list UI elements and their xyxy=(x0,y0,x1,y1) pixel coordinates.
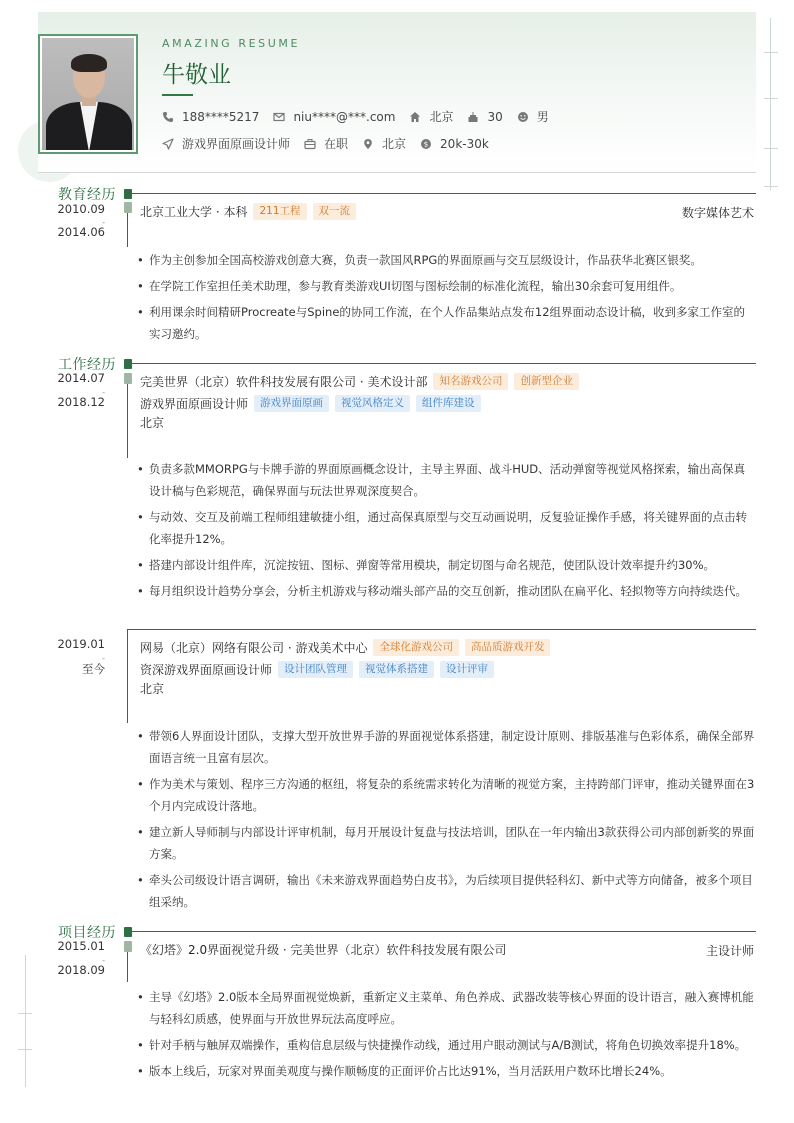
list-item: • 牵头公司级设计语言调研，输出《未来游戏界面趋势白皮书》，为后续项目提供轻科幻、新中式等方向储备，被多个项目组采纳。 xyxy=(137,869,755,913)
list-item: • 利用课余时间精研Procreate与Spine的协同工作流，在个人作品集站点发布12组界面动态设计稿，收到多家工作室的实习邀约。 xyxy=(137,301,755,345)
age-info xyxy=(467,110,502,124)
list-item: • 每月组织设计趋势分享会，分析主机游戏与移动端头部产品的交互创新，推动团队在扁平化、轻拟物等方向持续迭代。 xyxy=(137,580,755,602)
work1-role-line xyxy=(140,395,481,412)
right-decoration-tick xyxy=(764,52,778,53)
list-item: • 与动效、交互及前端工程师组建敏捷小组，通过高保真原型与交互动画说明，反复验证操作手感，将关键界面的点击转化率提升12%。 xyxy=(137,506,755,550)
date-dash: - xyxy=(102,654,105,663)
left-decoration-tick xyxy=(18,1013,32,1014)
role-tag: 视觉体系搭建 xyxy=(359,661,434,678)
section-node xyxy=(124,927,132,937)
company-tag: 高品质游戏开发 xyxy=(465,639,551,656)
role-tag: 设计团队管理 xyxy=(278,661,353,678)
right-decoration-tick xyxy=(764,148,778,149)
hometown-info xyxy=(409,108,453,125)
project-bullets xyxy=(137,986,755,1086)
avatar xyxy=(42,38,134,150)
work1-end-date: 2018.12 xyxy=(57,395,105,409)
education-bullets xyxy=(137,249,755,349)
name-underline xyxy=(162,94,193,96)
work2-end-date: 至今 xyxy=(82,662,105,676)
section-divider xyxy=(131,193,756,194)
role-name: 游戏界面原画设计师 xyxy=(140,397,249,411)
work1-bullets xyxy=(137,458,755,606)
salary-info xyxy=(420,137,489,151)
phone-info xyxy=(162,110,259,124)
timeline-line xyxy=(127,213,128,247)
date-dash: - xyxy=(102,956,105,965)
cake-icon xyxy=(467,111,479,123)
list-item: • 建立新人导师制与内部设计评审机制，每月开展设计复盘与技法培训，团队在一年内输出3款获得公司内部创新奖的界面方案。 xyxy=(137,821,755,865)
role-tag: 组件库建设 xyxy=(416,395,481,412)
target-position-text: 游戏界面原画设计师 xyxy=(182,137,291,151)
svg-text:$: $ xyxy=(423,140,429,149)
status-text: 在职 xyxy=(324,137,349,151)
list-item: • 在学院工作室担任美术助理，参与教育类游戏UI切图与图标绘制的标准化流程，输出30余套可复用组件。 xyxy=(137,275,755,297)
work-section-title: 工作经历 xyxy=(58,357,116,373)
gender-text: 男 xyxy=(536,110,549,124)
status-info xyxy=(304,135,348,152)
list-item: • 搭建内部设计组件库，沉淀按钮、图标、弹窗等常用模块，制定切图与命名规范，使团队设计效率提升约30%。 xyxy=(137,554,755,576)
list-item: • 负责多款MMORPG与卡牌手游的界面原画概念设计，主导主界面、战斗HUD、活动弹窗等视觉风格探索，输出高保真设计稿与色彩规范，确保界面与玩法世界观深度契合。 xyxy=(137,458,755,502)
entry-node xyxy=(124,373,132,384)
company-name: 网易（北京）网络有限公司 · 游戏美术中心 xyxy=(140,641,368,655)
home-icon xyxy=(409,111,421,123)
email-text: niu****@***.com xyxy=(293,109,396,124)
list-item: • 作为美术与策划、程序三方沟通的枢纽，将复杂的系统需求转化为清晰的视觉方案，主持跨部门评审，推动关键界面在3个月内完成设计落地。 xyxy=(137,773,755,817)
target-city-text: 北京 xyxy=(382,137,407,151)
education-section-title: 教育经历 xyxy=(58,187,116,203)
work2-city: 北京 xyxy=(140,682,165,696)
work2-company-line xyxy=(140,639,550,656)
salary-text: 20k-30k xyxy=(440,136,489,151)
school-tag: 双一流 xyxy=(313,203,357,220)
work2-start-date: 2019.01 xyxy=(57,637,105,651)
target-city-info xyxy=(362,135,406,152)
right-decoration-tick xyxy=(764,186,778,187)
briefcase-icon xyxy=(304,138,316,150)
right-decoration-line xyxy=(770,18,771,190)
company-tag: 创新型企业 xyxy=(514,373,579,390)
list-item: • 针对手柄与触屏双端操作，重构信息层级与快捷操作动线，通过用户眼动测试与A/B测试，将角色切换效率提升18%。 xyxy=(137,1034,755,1056)
entry-node xyxy=(124,941,132,952)
header-divider xyxy=(38,172,756,173)
age-text: 30 xyxy=(487,109,503,124)
mail-icon xyxy=(273,111,285,123)
section-node xyxy=(124,359,132,369)
list-item: • 主导《幻塔》2.0版本全局界面视觉焕新，重新定义主菜单、角色养成、武器改装等核心界面的设计语言，融入赛博机能与轻科幻质感，使界面与开放世界玩法高度呼应。 xyxy=(137,986,755,1030)
work1-city: 北京 xyxy=(140,416,165,430)
contact-row xyxy=(162,108,563,125)
project-start-date: 2015.01 xyxy=(57,939,105,953)
list-item: • 作为主创参加全国高校游戏创意大赛，负责一款国风RPG的界面原画与交互层级设计，作品获华北赛区银奖。 xyxy=(137,249,755,271)
date-dash: - xyxy=(102,388,105,397)
company-name: 完美世界（北京）软件科技发展有限公司 · 美术设计部 xyxy=(140,375,428,389)
company-tag: 全球化游戏公司 xyxy=(373,639,459,656)
section-divider xyxy=(131,363,756,364)
edu-start-date: 2010.09 xyxy=(57,202,105,216)
target-position-info xyxy=(162,135,290,152)
timeline-line xyxy=(127,952,128,982)
project-name: 《幻塔》2.0界面视觉升级 · 完美世界（北京）软件科技发展有限公司 xyxy=(140,943,507,957)
job-intent-row xyxy=(162,135,503,152)
money-icon xyxy=(420,138,432,150)
phone-icon xyxy=(162,111,174,123)
project-end-date: 2018.09 xyxy=(57,963,105,977)
work1-start-date: 2014.07 xyxy=(57,371,105,385)
list-item: • 版本上线后，玩家对界面美观度与操作顺畅度的正面评价占比达91%，当月活跃用户数环比增长24%。 xyxy=(137,1060,755,1082)
location-pin-icon xyxy=(362,138,374,150)
timeline-line xyxy=(127,384,128,458)
project-section-title: 项目经历 xyxy=(58,925,116,941)
section-divider xyxy=(131,931,756,932)
work2-role-line xyxy=(140,661,494,678)
timeline-line xyxy=(127,629,128,723)
major: 数字媒体艺术 xyxy=(681,206,754,220)
company-tag: 知名游戏公司 xyxy=(433,373,508,390)
school-tag: 211工程 xyxy=(253,203,306,220)
edu-end-date: 2014.06 xyxy=(57,225,105,239)
role-tag: 视觉风格定义 xyxy=(335,395,410,412)
entry-divider xyxy=(128,629,756,630)
school-name: 北京工业大学 · 本科 xyxy=(140,205,248,219)
email-info xyxy=(273,110,395,124)
left-decoration-line xyxy=(25,955,26,1087)
list-item: • 带领6人界面设计团队，支撑大型开放世界手游的界面视觉体系搭建，制定设计原则、排版基准与色彩体系，确保全部界面语言统一且富有层次。 xyxy=(137,725,755,769)
role-tag: 游戏界面原画 xyxy=(254,395,329,412)
right-decoration-tick xyxy=(764,98,778,99)
gender-info xyxy=(517,108,549,125)
left-decoration-tick xyxy=(18,1049,32,1050)
section-node xyxy=(124,189,132,199)
send-icon xyxy=(162,138,174,150)
work1-company-line xyxy=(140,373,579,390)
hometown-text: 北京 xyxy=(429,110,454,124)
date-dash: - xyxy=(102,218,105,227)
education-school-line xyxy=(140,203,356,220)
phone-text: 188****5217 xyxy=(182,109,260,124)
smile-icon xyxy=(517,111,529,123)
candidate-name: 牛敬业 xyxy=(162,62,231,88)
project-role: 主设计师 xyxy=(705,944,754,958)
entry-node xyxy=(124,202,132,213)
role-tag: 设计评审 xyxy=(440,661,494,678)
profile-photo xyxy=(38,34,138,154)
work2-bullets xyxy=(137,725,755,917)
role-name: 资深游戏界面原画设计师 xyxy=(140,663,273,677)
resume-eyebrow: AMAZING RESUME xyxy=(162,37,301,50)
